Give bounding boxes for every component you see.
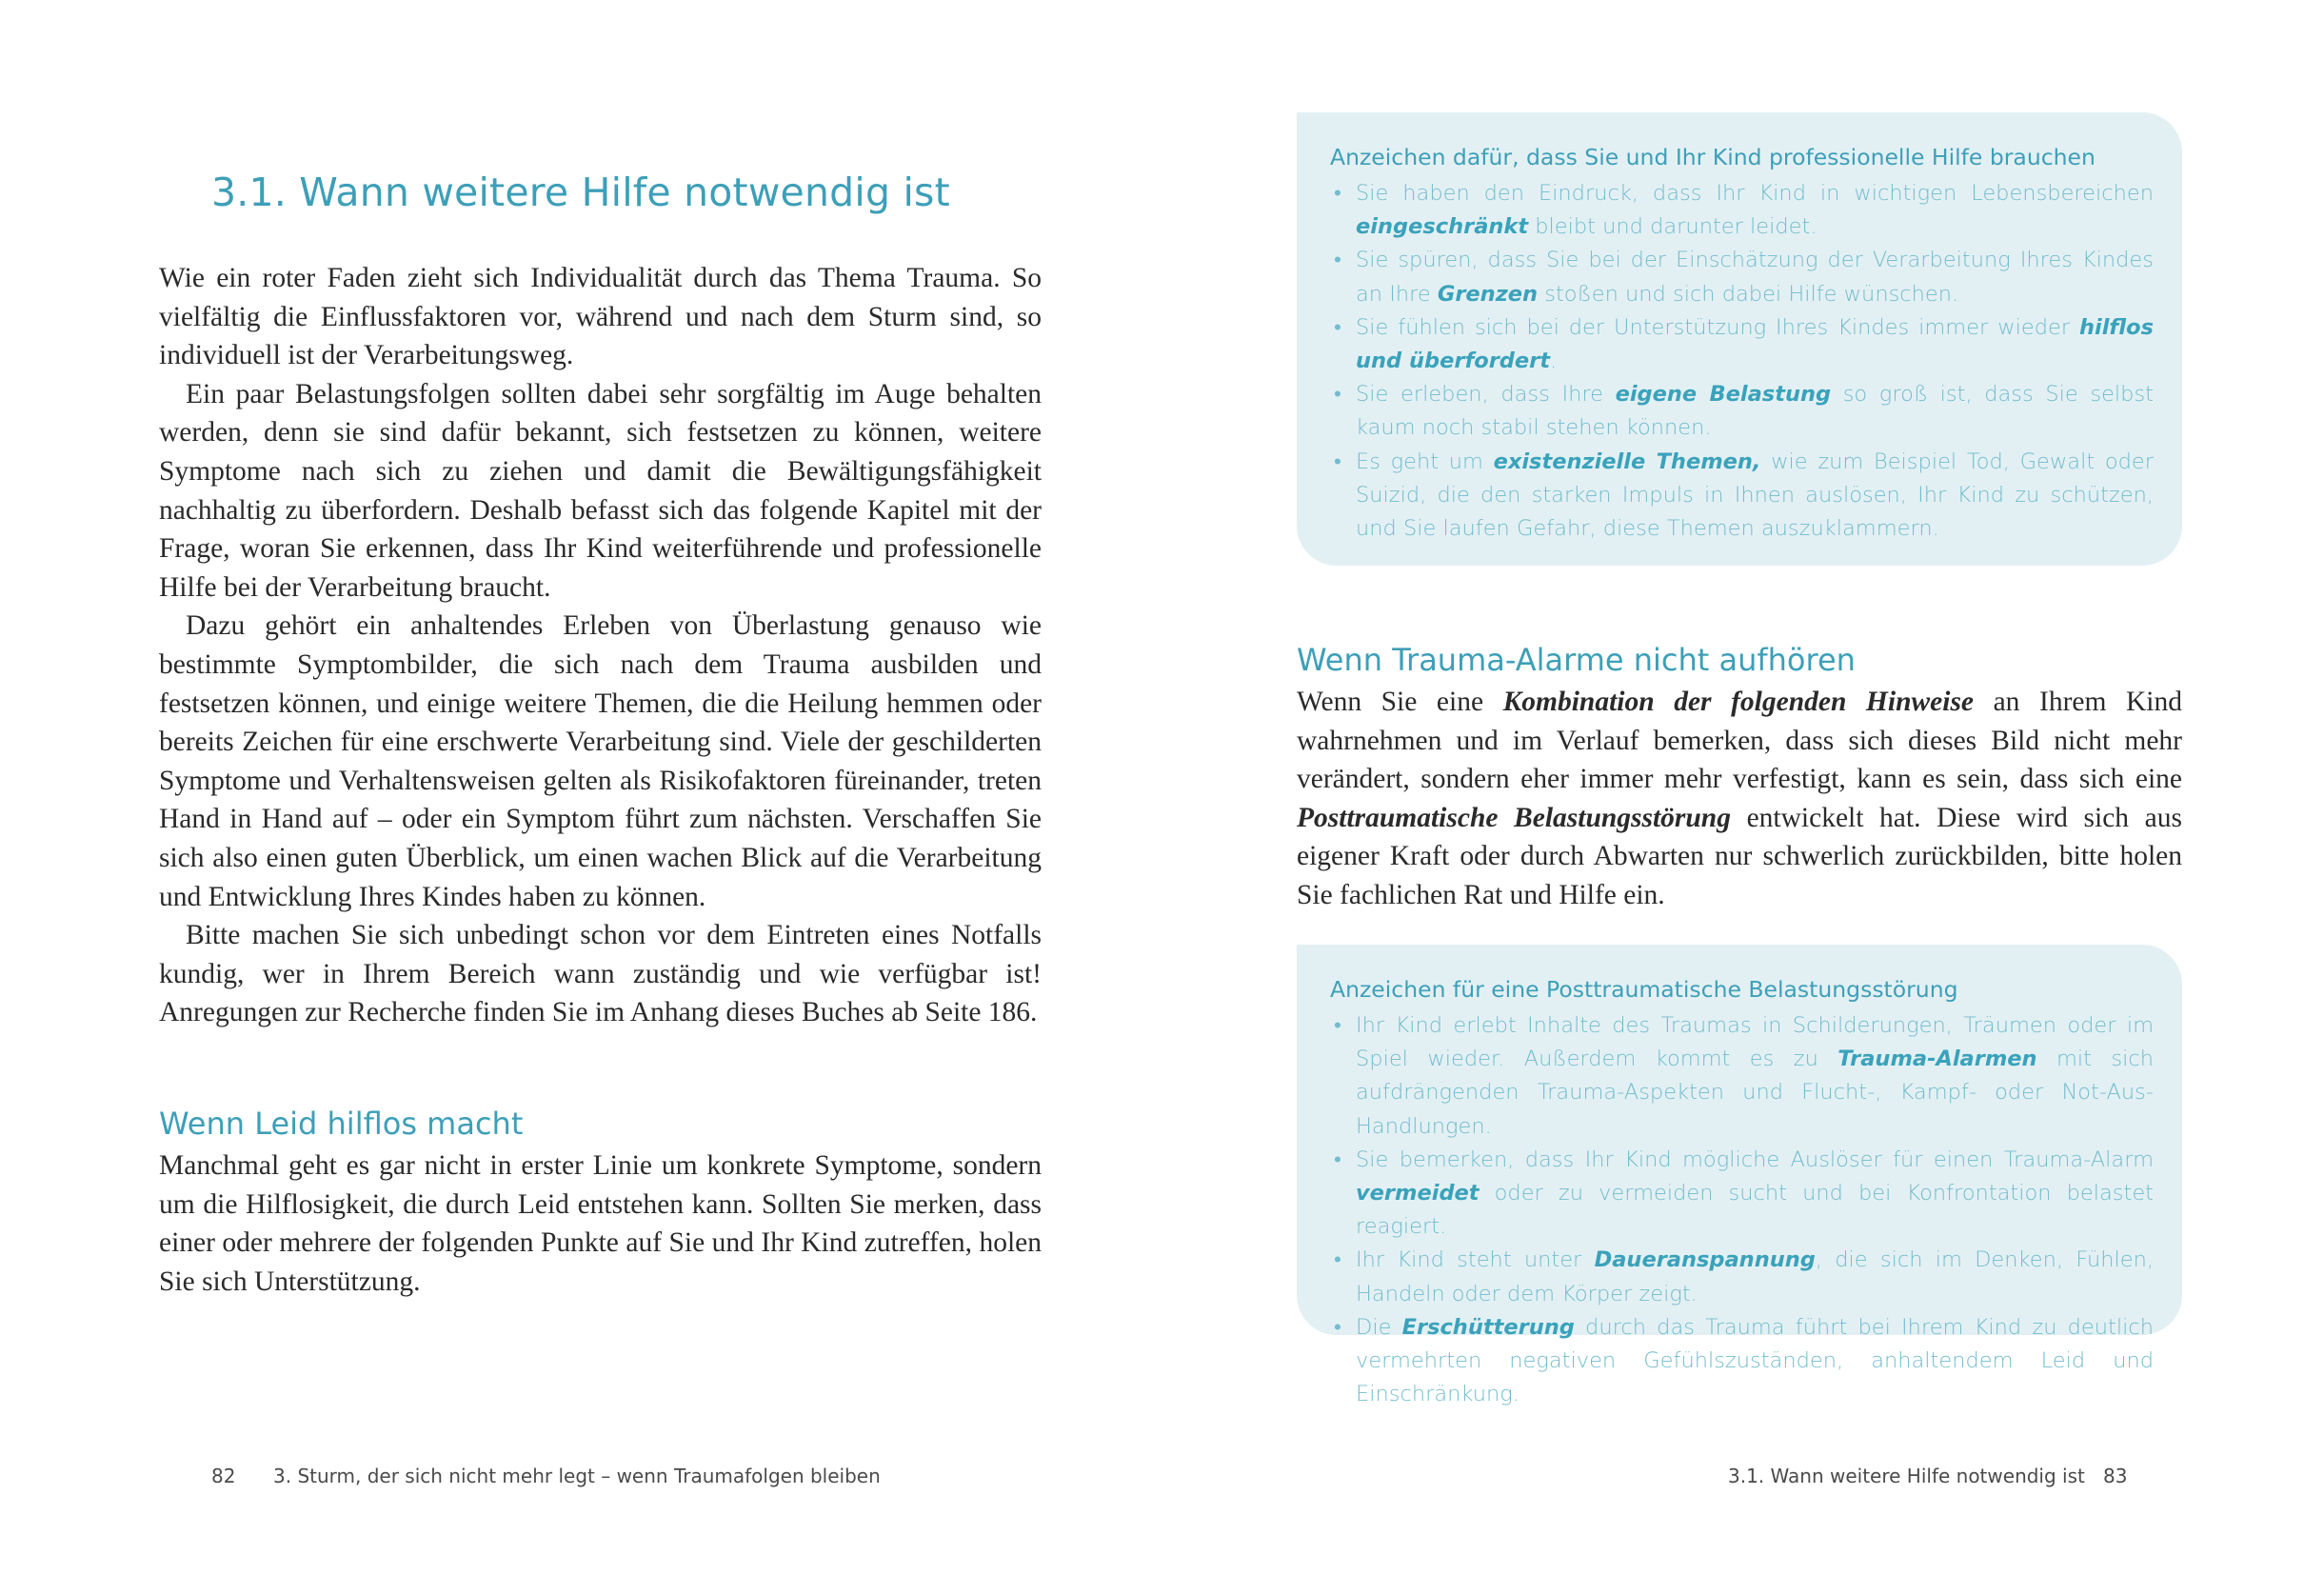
list-item: • Sie erleben, dass Ihre eigene Belastung so groß ist, dass Sie selbst kaum noch stabil stehen können. [1330,378,2154,445]
paragraph: Ein paar Belastungsfolgen sollten dabei sehr sorgfältig im Auge behalten werden, denn sie sind dafür bekannt, sich festsetzen zu können, weitere Symptome nach sich zu ziehen und damit die Bewältigungsfähigkeit nachhaltig zu überfordern. Deshalb befasst sich das folgende Kapitel mit der Frage, woran Sie erkennen, dass Ihr Kind weiterführende und professionelle Hilfe bei der Verarbeitung braucht. [159,378,1042,603]
paragraph: Dazu gehört ein anhaltendes Erleben von Überlastung genauso wie bestimmte Symptombilder, die sich nach dem Trauma ausbilden und festsetzen können, und einige weitere Themen, die die Heilung hemmen oder bereits Zeichen für eine erschwerte Verarbeitung sind. Viele der geschilderten Symptome und Verhaltensweisen gelten als Risikofaktoren füreinander, treten Hand in Hand auf – oder ein Symptom führt zum nächsten. Verschaffen Sie sich also einen guten Überblick, um einen wachen Blick auf die Verarbeitung und Entwicklung Ihres Kindes haben zu können. [159,610,1042,912]
subheading: Wenn Trauma-Alarme nicht aufhören [1297,642,1856,678]
paragraph: Wie ein roter Faden zieht sich Individualität durch das Thema Trauma. So vielfältig die Einflussfaktoren vor, während und nach dem Sturm sind, so individuell ist der Verarbeitungsweg. [159,263,1042,371]
bullet-icon: • [1334,382,1341,408]
box-title: Anzeichen dafür, dass Sie und Ihr Kind professionelle Hilfe brauchen [1330,144,2096,170]
bullet-icon: • [1334,1146,1341,1172]
section-trauma-alarme [1297,641,2182,915]
right-page [1162,0,2324,1575]
subheading: Wenn Leid hilflos macht [159,1106,524,1142]
list-item: • Sie bemerken, dass Ihr Kind mögliche Auslöser für einen Trauma-Alarm vermeidet oder zu vermeiden sucht und bei Konfrontation belastet reagiert. [1330,1144,2154,1245]
bullet-list [1330,1009,2154,1411]
list-item: • Die Erschütterung durch das Trauma führt bei Ihrem Kind zu deutlich vermehrten negativen Gefühlszuständen, anhaltendem Leid und Einschränkung. [1330,1311,2154,1412]
paragraph: Manchmal geht es gar nicht in erster Linie um konkrete Symptome, sondern um die Hilflosigkeit, die durch Leid entstehen kann. Sollten Sie merken, dass einer oder mehrere der folgenden Punkte auf Sie und Ihr Kind zutreffen, holen Sie sich Unterstützung. [159,1150,1042,1297]
bullet-icon: • [1334,181,1341,206]
intro-text [159,259,1042,1032]
bullet-icon: • [1334,449,1341,474]
paragraph: Wenn Sie eine Kombination der folgenden Hinweise an Ihrem Kind wahrnehmen und im Verlauf bemerken, dass sich dieses Bild nicht mehr verändert, sondern eher immer mehr verfestigt, kann es sein, dass sich eine Posttraumatische Belastungsstörung entwickelt hat. Diese wird sich aus eigener Kraft oder durch Abwarten nur schwerlich zurückbilden, bitte holen Sie fachlichen Rat und Hilfe ein. [1297,687,2182,910]
bullet-icon: • [1334,1247,1341,1273]
bullet-icon: • [1334,1314,1341,1340]
page-number: 82 [211,1465,236,1487]
running-head: 3. Sturm, der sich nicht mehr legt – wenn Traumafolgen bleiben [273,1465,881,1487]
chapter-title: 3.1. Wann weitere Hilfe notwendig ist [211,169,950,215]
list-item: • Sie fühlen sich bei der Unterstützung Ihres Kindes immer wieder hilflos und überfordert. [1330,311,2154,378]
bullet-icon: • [1334,248,1341,273]
bullet-icon: • [1334,314,1341,340]
list-item: • Ihr Kind erlebt Inhalte des Traumas in Schilderungen, Träumen oder im Spiel wieder. Außerdem kommt es zu Trauma-Alarmen mit sich aufdrängenden Trauma-Aspekten und Flucht-, Kampf- oder Not-Aus-Handlungen. [1330,1009,2154,1144]
bullet-list [1330,177,2154,546]
list-item: • Sie spüren, dass Sie bei der Einschätzung der Verarbeitung Ihres Kindes an Ihre Grenzen stoßen und sich dabei Hilfe wünschen. [1330,244,2154,310]
section-leid [159,1105,1042,1301]
info-box-professional-help [1297,112,2182,566]
page-number: 83 [2103,1465,2128,1487]
bullet-icon: • [1334,1013,1341,1038]
info-box-ptbs [1297,945,2182,1407]
running-head: 3.1. Wann weitere Hilfe notwendig ist [1728,1465,2085,1487]
box-title: Anzeichen für eine Posttraumatische Belastungsstörung [1330,976,1958,1003]
list-item: • Es geht um existenzielle Themen, wie zum Beispiel Tod, Gewalt oder Suizid, die den starken Impuls in Ihnen auslösen, Ihr Kind zu schützen, und Sie laufen Gefahr, diese Themen auszuklammern. [1330,446,2154,547]
paragraph: Bitte machen Sie sich unbedingt schon vor dem Eintreten eines Notfalls kundig, wer in Ihrem Bereich wann zuständig und wie verfügbar ist! Anregungen zur Recherche finden Sie im Anhang dieses Buches ab Seite 186. [159,920,1042,1028]
list-item: • Sie haben den Eindruck, dass Ihr Kind in wichtigen Lebensbereichen eingeschränkt bleibt und darunter leidet. [1330,177,2154,244]
list-item: • Ihr Kind steht unter Daueranspannung, die sich im Denken, Fühlen, Handeln oder dem Körper zeigt. [1330,1244,2154,1310]
